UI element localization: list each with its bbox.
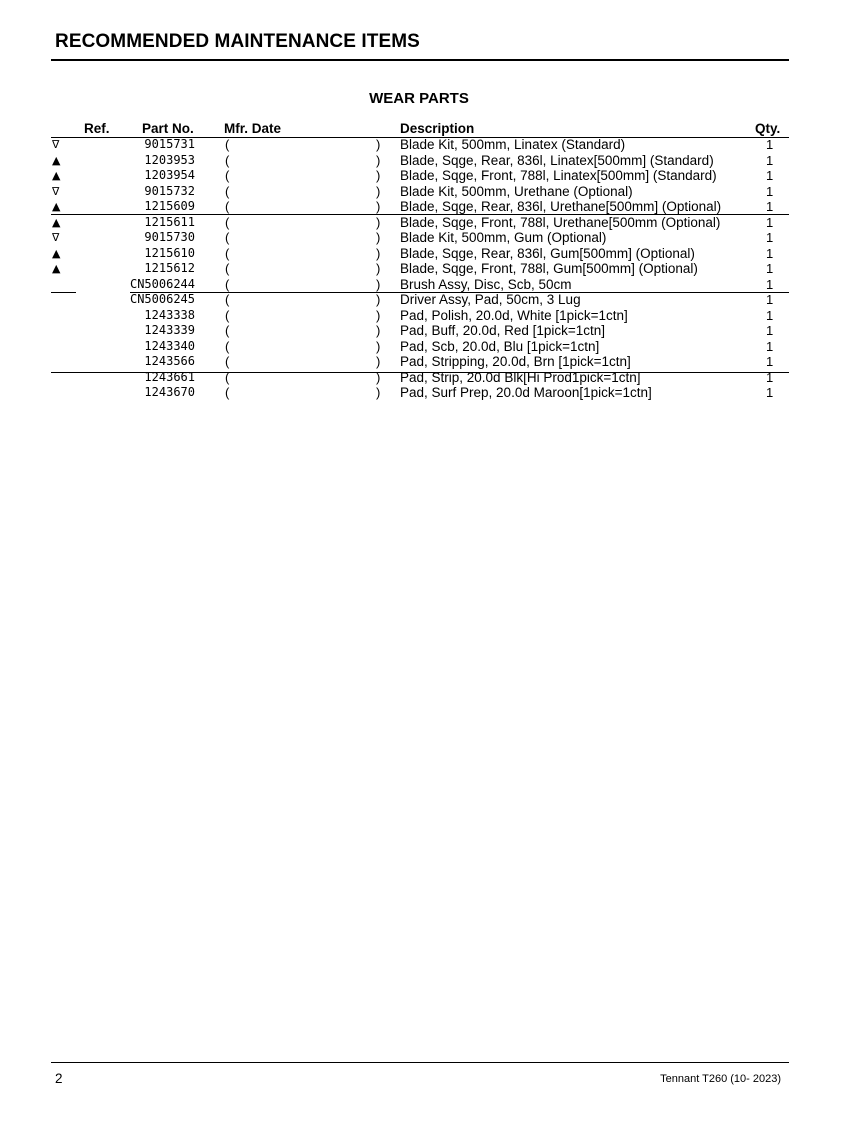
table-row: [0, 230, 866, 246]
quantity: 1: [766, 168, 774, 183]
part-number: 9015731: [144, 137, 195, 151]
column-header-ref: Ref.: [84, 121, 110, 136]
document-label: Tennant T260 (10- 2023): [660, 1073, 781, 1085]
description: Blade, Sqge, Rear, 836l, Gum[500mm] (Optional): [400, 245, 695, 261]
table-row: [0, 385, 866, 401]
quantity: 1: [766, 354, 774, 369]
table-row: [0, 339, 866, 355]
quantity: 1: [766, 276, 774, 292]
quantity: 1: [766, 307, 774, 323]
table-row: [0, 184, 866, 200]
table-row: [0, 277, 866, 293]
quantity: 1: [766, 338, 774, 354]
column-header-mfr-date: Mfr. Date: [224, 121, 282, 136]
ref-marker: ▲: [52, 200, 61, 213]
quantity: 1: [766, 230, 774, 245]
mfr-date-open: (: [225, 323, 230, 338]
part-number: 1215610: [144, 245, 195, 260]
mfr-date-close: ): [376, 183, 381, 199]
ref-marker: ▲: [52, 153, 61, 167]
mfr-date-close: ): [376, 230, 381, 245]
part-number: 1243566: [144, 354, 195, 368]
table-row: [0, 292, 866, 308]
part-number: 1243340: [144, 338, 195, 353]
mfr-date-close: ): [376, 307, 381, 323]
quantity: 1: [766, 369, 774, 385]
mfr-date-open: (: [225, 183, 230, 199]
quantity: 1: [766, 137, 774, 152]
mfr-date-open: (: [225, 261, 230, 276]
quantity: 1: [766, 245, 774, 261]
table-row: [0, 370, 866, 386]
part-number: 1215611: [144, 214, 195, 229]
mfr-date-open: (: [225, 354, 230, 369]
page-number: 2: [55, 1071, 63, 1086]
ref-marker: ▲: [52, 169, 61, 182]
description: Driver Assy, Pad, 50cm, 3 Lug: [400, 292, 581, 307]
mfr-date-open: (: [225, 199, 230, 214]
quantity: 1: [766, 323, 774, 338]
column-header-description: Description: [400, 121, 475, 136]
mfr-date-close: ): [376, 199, 381, 214]
mfr-date-close: ): [376, 323, 381, 338]
mfr-date-close: ): [376, 385, 381, 400]
table-row: [0, 261, 866, 277]
mfr-date-close: ): [376, 369, 381, 385]
description: Blade Kit, 500mm, Urethane (Optional): [400, 183, 633, 199]
part-number: 9015732: [144, 183, 195, 198]
part-number: 1243338: [144, 307, 195, 322]
title-divider: [51, 59, 789, 61]
part-number: CN5006245: [129, 292, 195, 306]
ref-marker: ▲: [52, 246, 61, 260]
mfr-date-close: ): [376, 354, 381, 369]
section-title: WEAR PARTS: [369, 90, 469, 107]
mfr-date-open: (: [225, 137, 230, 152]
mfr-date-open: (: [225, 385, 230, 400]
part-number: 1203953: [144, 152, 195, 167]
ref-marker: ▲: [52, 262, 61, 275]
table-row: [0, 168, 866, 184]
description: Pad, Surf Prep, 20.0d Maroon[1pick=1ctn]: [400, 385, 652, 400]
part-number: 1215609: [144, 199, 195, 213]
description: Pad, Strip, 20.0d Blk[Hi Prod1pick=1ctn]: [400, 369, 641, 385]
table-row: [0, 153, 866, 169]
quantity: 1: [766, 214, 774, 230]
mfr-date-open: (: [225, 230, 230, 245]
description: Blade Kit, 500mm, Gum (Optional): [400, 230, 607, 245]
column-header-part-no: Part No.: [142, 121, 194, 136]
column-header-qty: Qty.: [755, 121, 781, 136]
part-number: 1215612: [144, 261, 195, 275]
table-row: [0, 308, 866, 324]
part-number: 1243339: [144, 323, 195, 337]
footer-divider: [51, 1062, 789, 1063]
mfr-date-open: (: [225, 245, 230, 261]
quantity: 1: [766, 152, 774, 168]
description: Pad, Buff, 20.0d, Red [1pick=1ctn]: [400, 323, 606, 338]
ref-marker: ∇: [52, 184, 60, 198]
mfr-date-close: ): [376, 168, 381, 183]
quantity: 1: [766, 261, 774, 276]
ref-marker: ▲: [52, 215, 61, 229]
mfr-date-close: ): [376, 276, 381, 292]
mfr-date-open: (: [225, 369, 230, 385]
mfr-date-open: (: [225, 276, 230, 292]
mfr-date-open: (: [225, 292, 230, 307]
description: Pad, Polish, 20.0d, White [1pick=1ctn]: [400, 307, 628, 323]
quantity: 1: [766, 183, 774, 199]
table-row: [0, 323, 866, 339]
quantity: 1: [766, 292, 774, 307]
table-row: [0, 199, 866, 215]
page-title: RECOMMENDED MAINTENANCE ITEMS: [55, 31, 420, 52]
description: Blade, Sqge, Front, 788l, Linatex[500mm] (Standard): [400, 168, 717, 183]
mfr-date-open: (: [225, 307, 230, 323]
mfr-date-open: (: [225, 214, 230, 230]
description: Brush Assy, Disc, Scb, 50cm: [400, 276, 572, 292]
description: Blade, Sqge, Rear, 836l, Urethane[500mm] (Optional): [400, 199, 722, 214]
table-row: [0, 246, 866, 262]
part-number: 1203954: [144, 168, 195, 182]
quantity: 1: [766, 199, 774, 214]
quantity: 1: [766, 385, 774, 400]
ref-marker: ∇: [52, 138, 60, 151]
description: Blade Kit, 500mm, Linatex (Standard): [400, 137, 626, 152]
mfr-date-close: ): [376, 338, 381, 354]
part-number: 9015730: [144, 230, 195, 244]
mfr-date-close: ): [376, 292, 381, 307]
description: Pad, Stripping, 20.0d, Brn [1pick=1ctn]: [400, 354, 631, 369]
mfr-date-close: ): [376, 261, 381, 276]
mfr-date-close: ): [376, 137, 381, 152]
part-number: 1243661: [144, 369, 195, 384]
mfr-date-open: (: [225, 152, 230, 168]
description: Pad, Scb, 20.0d, Blu [1pick=1ctn]: [400, 338, 600, 354]
table-row: [0, 215, 866, 231]
mfr-date-close: ): [376, 214, 381, 230]
part-number: 1243670: [144, 385, 195, 399]
mfr-date-close: ): [376, 152, 381, 168]
description: Blade, Sqge, Front, 788l, Gum[500mm] (Optional): [400, 261, 698, 276]
mfr-date-open: (: [225, 168, 230, 183]
mfr-date-open: (: [225, 338, 230, 354]
part-number: CN5006244: [129, 276, 195, 291]
ref-marker: ∇: [52, 231, 60, 244]
table-row: [0, 354, 866, 370]
description: Blade, Sqge, Front, 788l, Urethane[500mm (Optional): [400, 214, 721, 230]
description: Blade, Sqge, Rear, 836l, Linatex[500mm] (Standard): [400, 152, 714, 168]
mfr-date-close: ): [376, 245, 381, 261]
table-row: [0, 137, 866, 153]
